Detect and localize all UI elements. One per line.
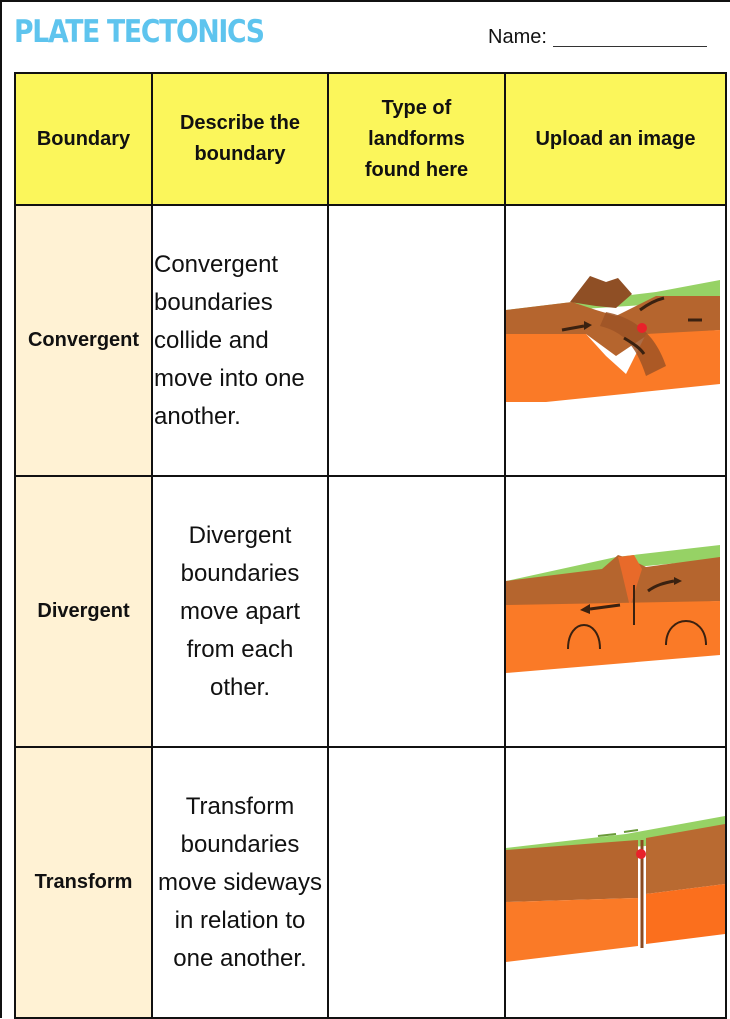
header-describe-text: Describe the boundary — [179, 112, 301, 165]
boundary-label: Transform — [15, 747, 152, 1018]
worksheet-table — [14, 72, 727, 1019]
description-text: Divergent boundaries move apart from each other. — [179, 521, 301, 701]
convergent-boundary-diagram-icon — [506, 206, 725, 475]
landforms-cell[interactable] — [328, 476, 505, 747]
description-text: Convergent boundaries collide and move into one another. — [154, 250, 305, 430]
page-title: PLATE TECTONICS — [14, 14, 264, 50]
header-landforms-text: Type of landforms found here — [364, 96, 469, 181]
description-cell[interactable] — [152, 205, 328, 476]
transform-boundary-diagram-icon — [506, 748, 725, 1017]
boundary-label: Convergent — [15, 205, 152, 476]
image-cell[interactable] — [505, 476, 726, 747]
description-text: Transform boundaries move sideways in relation to one another. — [157, 792, 323, 972]
landforms-cell[interactable] — [328, 205, 505, 476]
boundary-label: Divergent — [15, 476, 152, 747]
image-cell[interactable] — [505, 747, 726, 1018]
landforms-cell[interactable] — [328, 747, 505, 1018]
name-label: Name: — [488, 26, 547, 48]
name-blank-line[interactable] — [553, 46, 707, 47]
table-row — [15, 747, 726, 1018]
table-row — [15, 205, 726, 476]
table-row — [15, 476, 726, 747]
header-upload-image: Upload an image — [505, 73, 726, 205]
table-header-row — [15, 73, 726, 205]
description-cell[interactable] — [152, 476, 328, 747]
divergent-boundary-diagram-icon — [506, 477, 725, 746]
description-cell[interactable] — [152, 747, 328, 1018]
header-boundary: Boundary — [15, 73, 152, 205]
name-field[interactable] — [488, 26, 707, 49]
header-describe — [152, 73, 328, 205]
header-landforms — [328, 73, 505, 205]
image-cell[interactable] — [505, 205, 726, 476]
